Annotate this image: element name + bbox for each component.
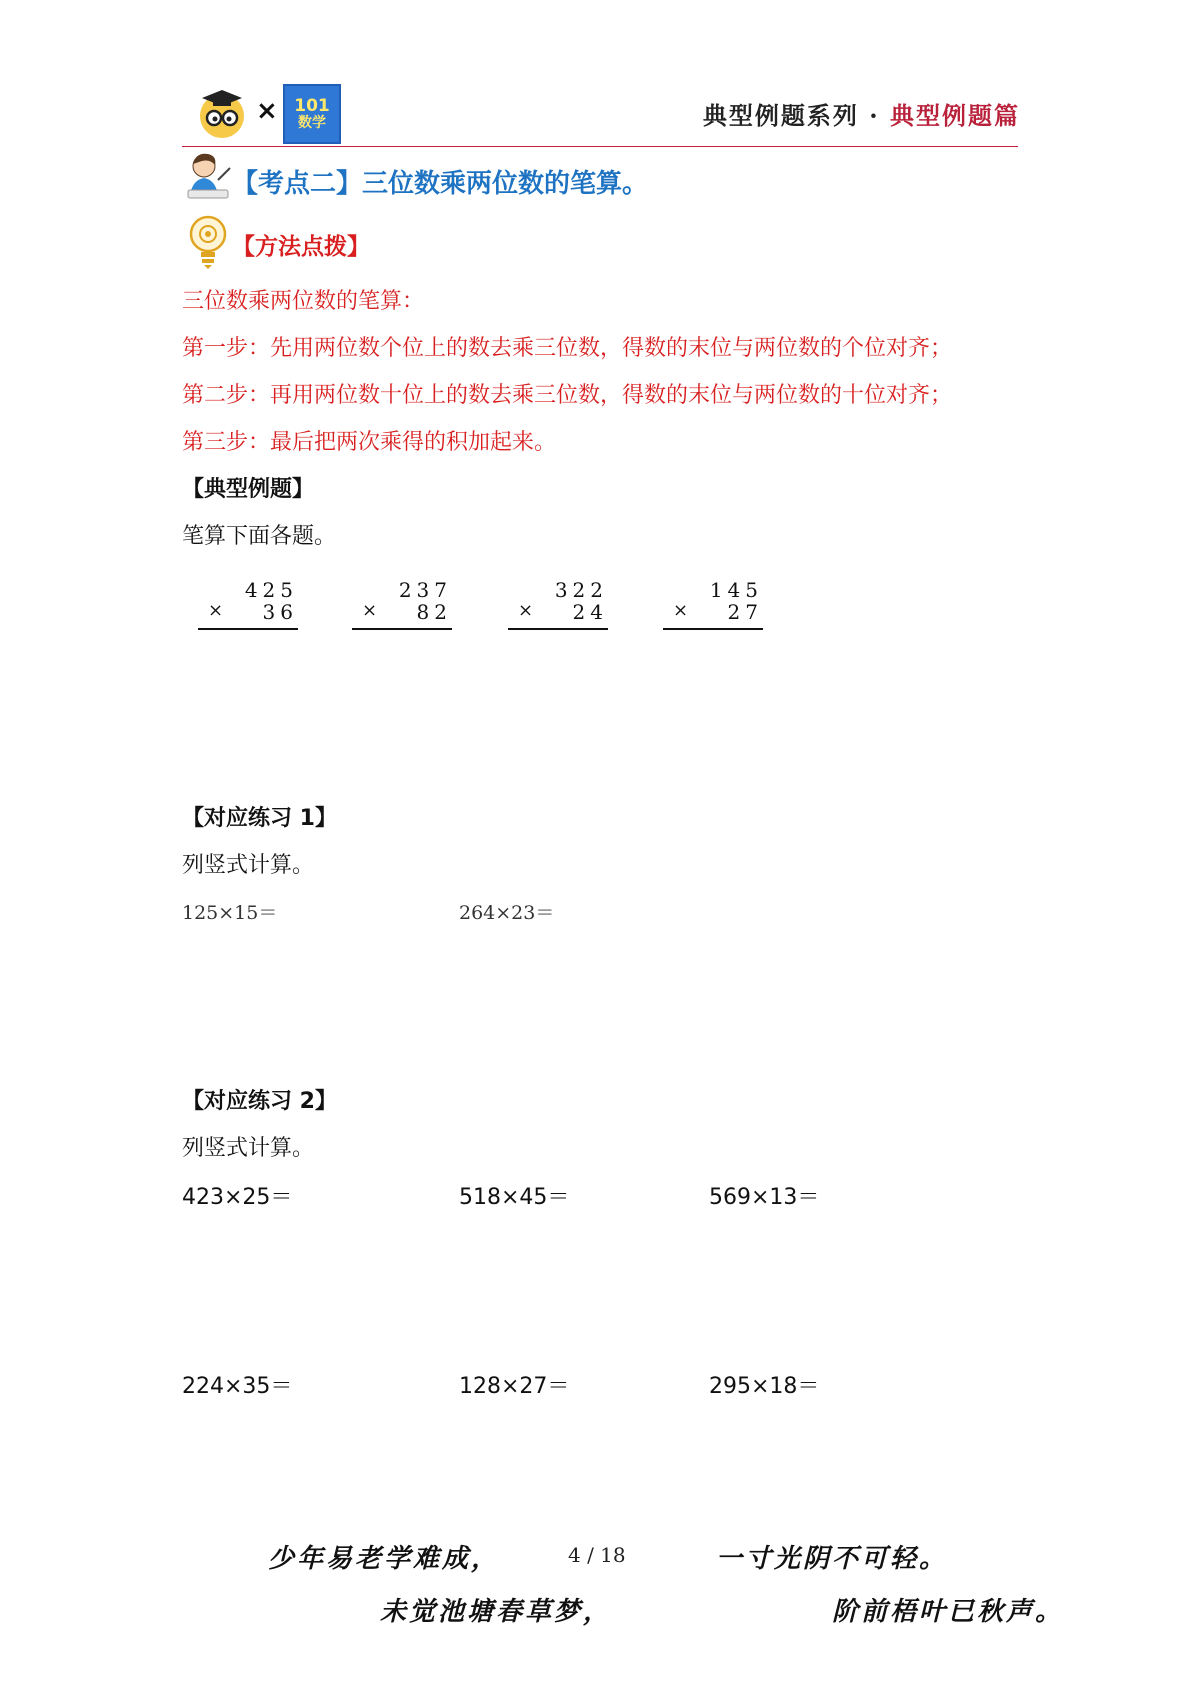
multiplier: 24 bbox=[572, 600, 608, 624]
logo-text-top: 101 bbox=[294, 95, 330, 116]
method-title: 【方法点拨】 bbox=[232, 234, 370, 260]
multiplicand: 145 bbox=[709, 578, 763, 602]
header-series-title bbox=[703, 96, 1020, 131]
series-topic: 典型例题篇 bbox=[890, 101, 1020, 130]
student-icon bbox=[184, 150, 234, 204]
practice1-title: 【对应练习 1】 bbox=[182, 806, 337, 831]
example-instruction: 笔算下面各题。 bbox=[182, 524, 337, 549]
vertical-problem bbox=[508, 578, 608, 636]
footer-poem-line-1: 少年易老学难成， bbox=[268, 1544, 501, 1574]
lightbulb-icon bbox=[186, 214, 230, 270]
owl-logo-icon bbox=[197, 84, 247, 140]
practice2-item: 295×18＝ bbox=[709, 1374, 820, 1399]
times-sign: × bbox=[256, 96, 278, 126]
times-sign: × bbox=[518, 600, 534, 621]
vertical-problem bbox=[198, 578, 298, 636]
practice1-instruction: 列竖式计算。 bbox=[182, 853, 315, 878]
practice2-item: 423×25＝ bbox=[182, 1185, 293, 1210]
multiplicand: 322 bbox=[554, 578, 608, 602]
multiplier: 82 bbox=[416, 600, 452, 624]
method-line-4: 第三步：最后把两次乘得的积加起来。 bbox=[182, 430, 557, 455]
math101-logo bbox=[283, 84, 341, 144]
multiplier: 36 bbox=[262, 600, 298, 624]
separator-dot: · bbox=[869, 101, 880, 130]
practice2-instruction: 列竖式计算。 bbox=[182, 1136, 315, 1161]
page-number: 4 / 18 bbox=[568, 1543, 626, 1567]
answer-line bbox=[663, 628, 763, 630]
multiplier: 27 bbox=[727, 600, 763, 624]
section-title: 【考点二】三位数乘两位数的笔算。 bbox=[232, 169, 649, 199]
multiplicand: 425 bbox=[244, 578, 298, 602]
vertical-problem bbox=[663, 578, 763, 636]
footer-poem-line-4: 阶前梧叶已秋声。 bbox=[832, 1597, 1065, 1627]
answer-line bbox=[198, 628, 298, 630]
practice2-item: 224×35＝ bbox=[182, 1374, 293, 1399]
times-sign: × bbox=[362, 600, 378, 621]
times-sign: × bbox=[673, 600, 689, 621]
multiplicand: 237 bbox=[398, 578, 452, 602]
practice1-item: 264×23＝ bbox=[459, 902, 555, 924]
answer-line bbox=[352, 628, 452, 630]
practice2-title: 【对应练习 2】 bbox=[182, 1089, 337, 1114]
series-name: 典型例题系列 bbox=[702, 101, 859, 130]
practice1-item: 125×15＝ bbox=[182, 902, 278, 924]
practice2-item: 569×13＝ bbox=[709, 1185, 820, 1210]
footer-poem-line-3: 未觉池塘春草梦， bbox=[380, 1597, 613, 1627]
answer-line bbox=[508, 628, 608, 630]
method-line-1: 三位数乘两位数的笔算： bbox=[182, 289, 425, 314]
logo-text-bottom: 数学 bbox=[298, 114, 326, 131]
footer-poem-line-2: 一寸光阴不可轻。 bbox=[716, 1544, 949, 1574]
practice2-item: 518×45＝ bbox=[459, 1185, 570, 1210]
practice2-item: 128×27＝ bbox=[459, 1374, 570, 1399]
times-sign: × bbox=[208, 600, 224, 621]
vertical-problem bbox=[352, 578, 452, 636]
method-line-3: 第二步：再用两位数十位上的数去乘三位数，得数的末位与两位数的十位对齐； bbox=[182, 383, 953, 408]
example-title: 【典型例题】 bbox=[182, 477, 315, 502]
header-divider bbox=[182, 146, 1018, 147]
method-line-2: 第一步：先用两位数个位上的数去乘三位数，得数的末位与两位数的个位对齐； bbox=[182, 336, 953, 361]
